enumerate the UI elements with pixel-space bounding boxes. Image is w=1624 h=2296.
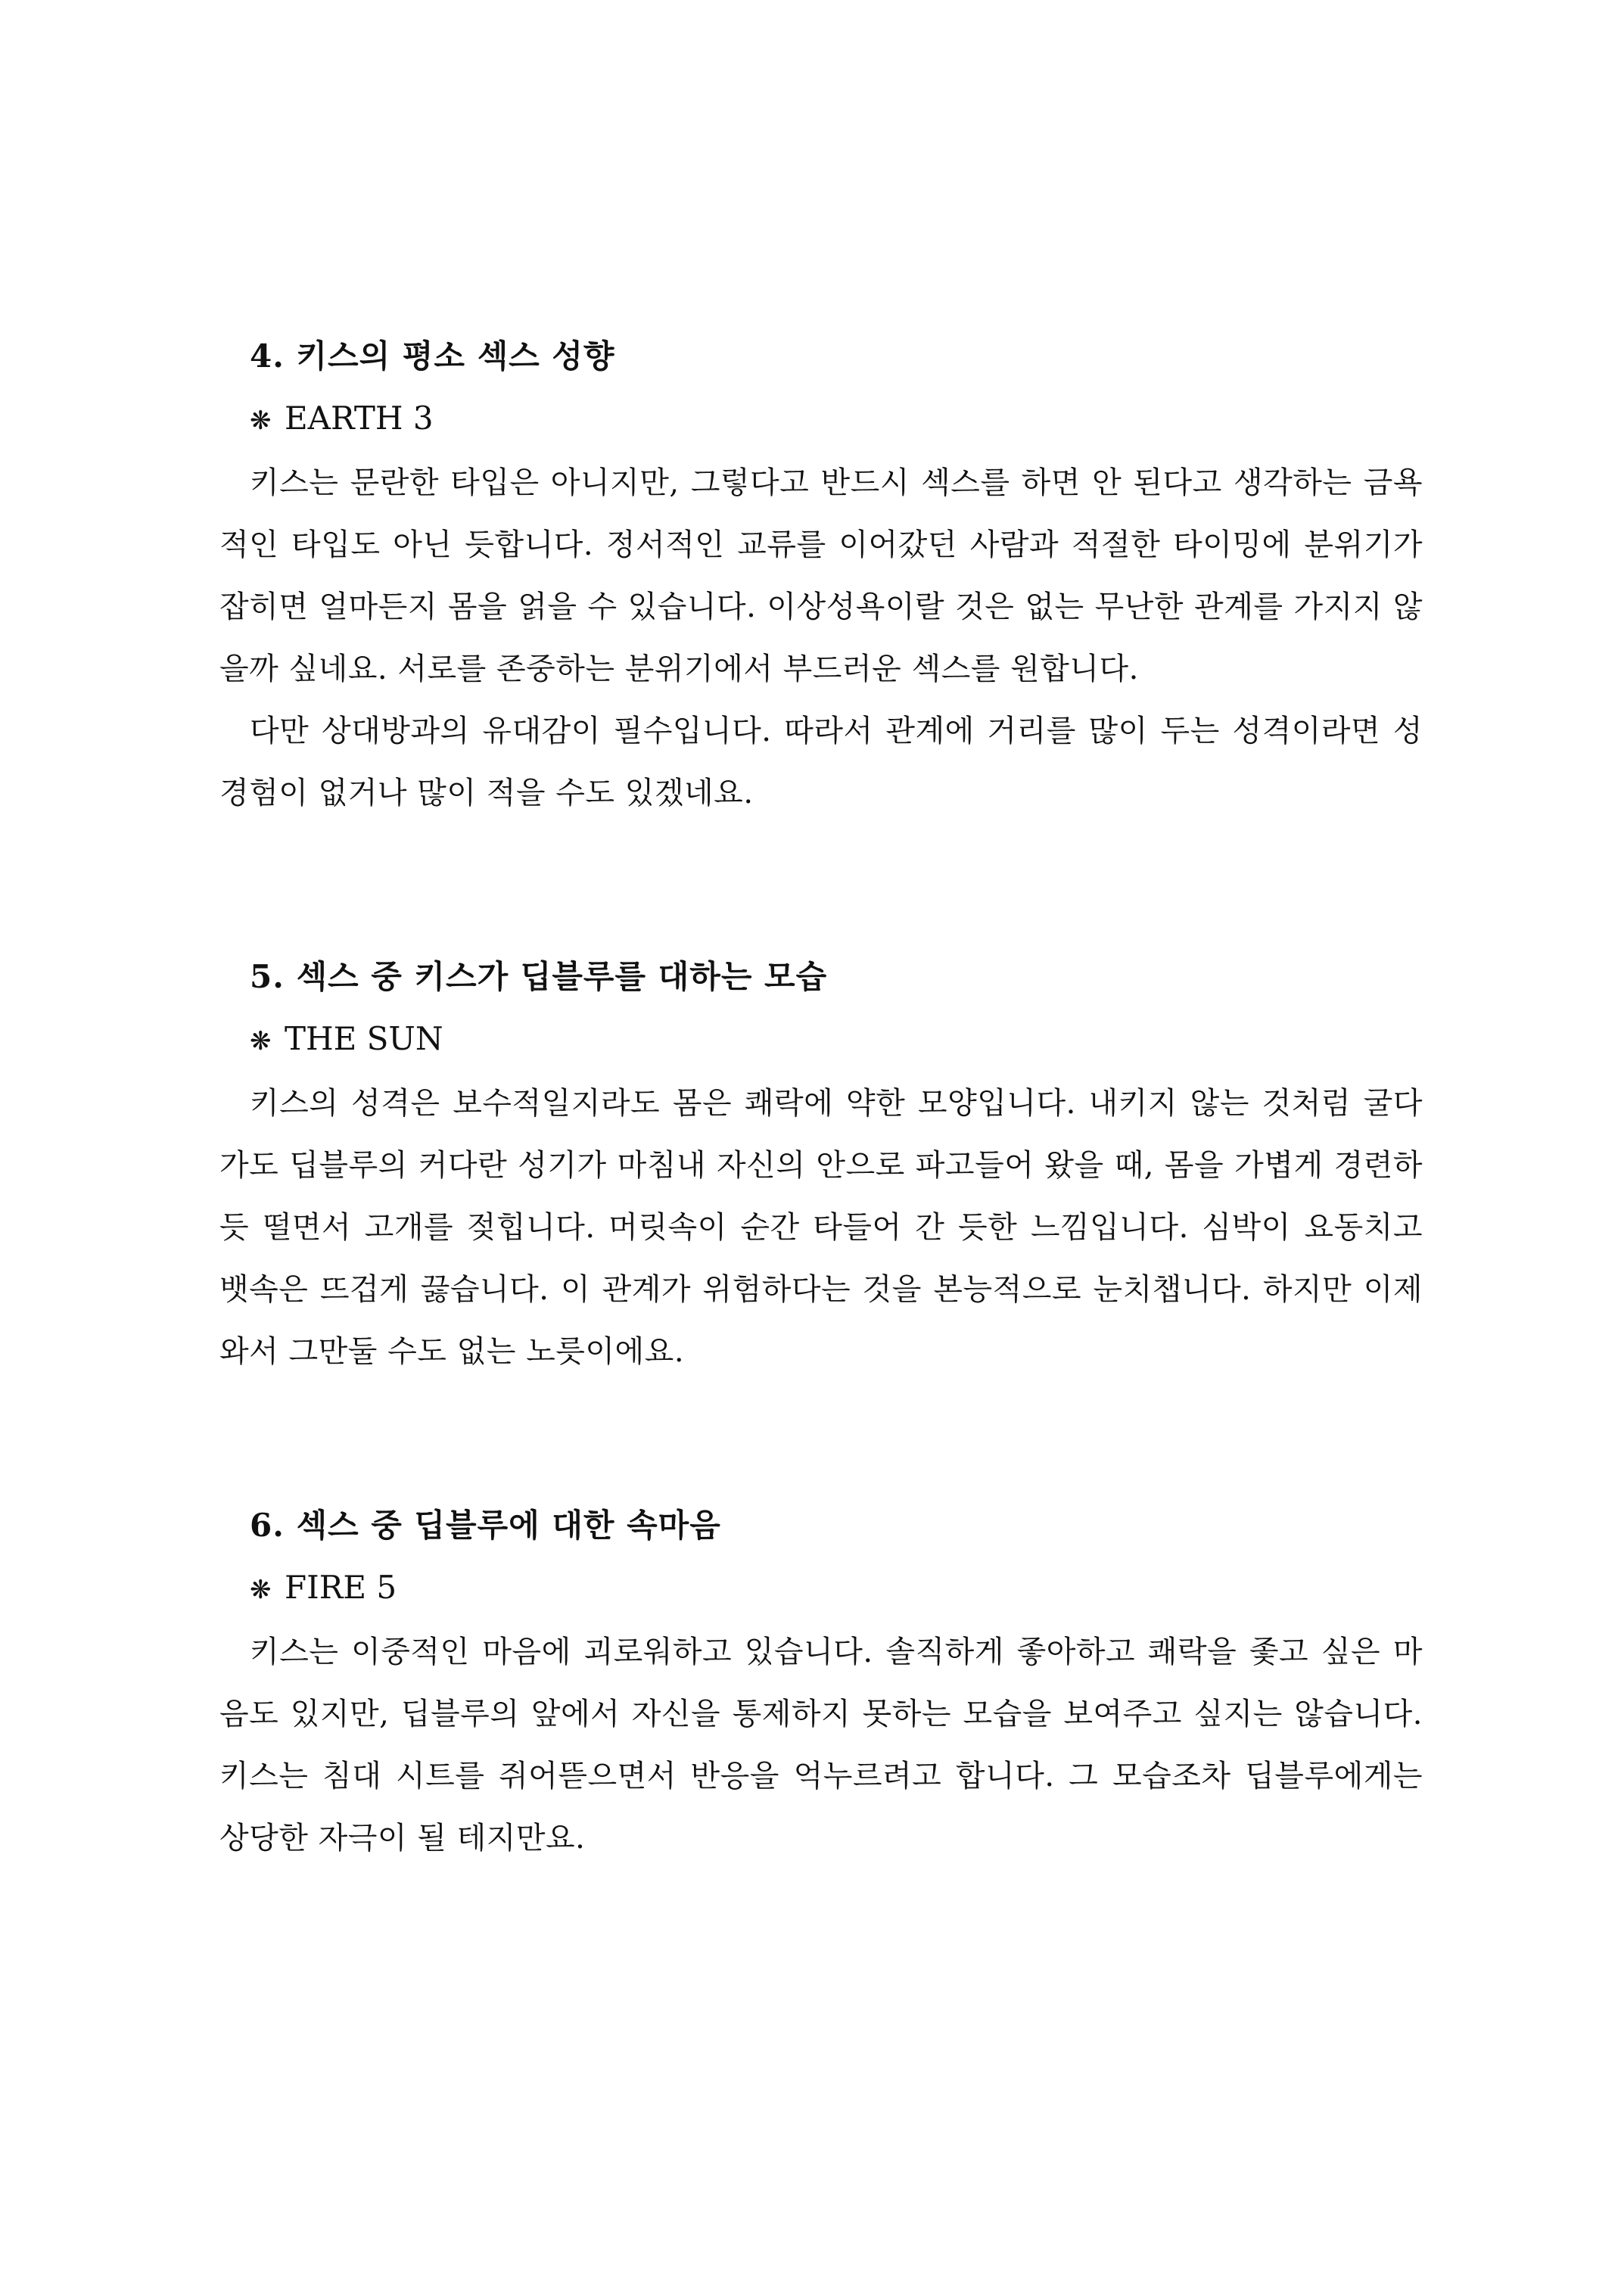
card-line — [219, 1008, 1423, 1072]
eight-point-star-icon: ❋ — [250, 406, 272, 436]
section-5 — [219, 946, 1423, 1383]
card-name: EARTH 3 — [285, 400, 434, 437]
card-line — [219, 387, 1423, 452]
paragraph: 키스는 문란한 타입은 아니지만, 그렇다고 반드시 섹스를 하면 안 된다고 생각하는 금욕적인 타입도 아닌 듯합니다. 정서적인 교류를 이어갔던 사람과 적절한 타이밍에 분위기가 잡히면 얼마든지 몸을 얽을 수 있습니다. 이상성욕이랄 것은 없는 무난한 관계를 가지지 않을까 싶네요. 서로를 존중하는 분위기에서 부드러운 섹스를 원합니다. — [219, 465, 1423, 686]
card-line — [219, 1557, 1423, 1621]
section-title: 5. 섹스 중 키스가 딥블루를 대하는 모습 — [250, 958, 828, 995]
section-title: 6. 섹스 중 딥블루에 대한 속마음 — [250, 1507, 721, 1544]
eight-point-star-icon: ❋ — [250, 1575, 272, 1605]
section-6 — [219, 1495, 1423, 1869]
card-name: FIRE 5 — [285, 1569, 397, 1606]
paragraph: 키스의 성격은 보수적일지라도 몸은 쾌락에 약한 모양입니다. 내키지 않는 것처럼 굴다가도 딥블루의 커다란 성기가 마침내 자신의 안으로 파고들어 왔을 때, 몸을 가볍게 경련하듯 떨면서 고개를 젖힙니다. 머릿속이 순간 타들어 간 듯한 느낌입니다. 심박이 요동치고 뱃속은 뜨겁게 끓습니다. 이 관계가 위험하다는 것을 본능적으로 눈치챕니다. 하지만 이제 와서 그만둘 수도 없는 노릇이에요. — [219, 1086, 1423, 1369]
section-4 — [219, 325, 1423, 824]
paragraph: 다만 상대방과의 유대감이 필수입니다. 따라서 관계에 거리를 많이 두는 성격이라면 성경험이 없거나 많이 적을 수도 있겠네요. — [219, 714, 1423, 810]
card-name: THE SUN — [285, 1020, 443, 1057]
eight-point-star-icon: ❋ — [250, 1026, 272, 1056]
paragraph: 키스는 이중적인 마음에 괴로워하고 있습니다. 솔직하게 좋아하고 쾌락을 좇고 싶은 마음도 있지만, 딥블루의 앞에서 자신을 통제하지 못하는 모습을 보여주고 싶지는 않습니다. 키스는 침대 시트를 쥐어뜯으면서 반응을 억누르려고 합니다. 그 모습조차 딥블루에게는 상당한 자극이 될 테지만요. — [219, 1635, 1423, 1856]
section-title: 4. 키스의 평소 섹스 성향 — [250, 338, 615, 375]
